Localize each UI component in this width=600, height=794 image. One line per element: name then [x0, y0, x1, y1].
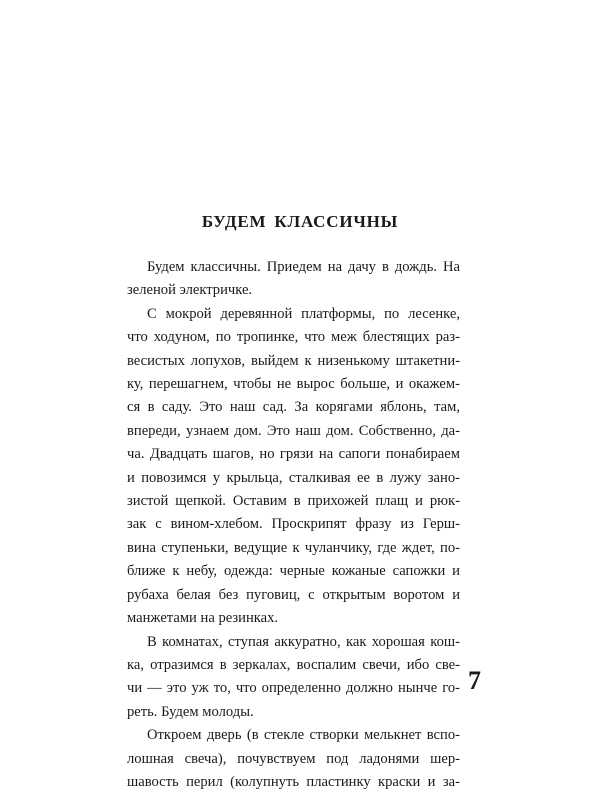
text-line: манжетами на резинках.: [127, 610, 279, 627]
text-line: зак с вином-хлебом. Проскрипят фразу из Герш-: [127, 516, 460, 533]
text-line: ка, отразимся в зеркалах, воспалим свечи, ибо све-: [127, 656, 460, 673]
text-line: ку, перешагнем, чтобы не вырос больше, и окажем-: [127, 376, 460, 393]
text-line: и повозимся у крыльца, сталкивая ее в лужу зано-: [127, 469, 460, 486]
text-line: ча. Двадцать шагов, но грязи на сапоги понабираем: [127, 446, 460, 463]
text-line: реть. Будем молоды.: [127, 703, 254, 720]
text-line: ся в саду. Это наш сад. За корягами яблонь, там,: [127, 399, 460, 416]
text-line: Откроем дверь (в стекле створки мелькнет вспо-: [147, 727, 460, 744]
text-line: С мокрой деревянной платформы, по лесенке,: [147, 305, 460, 322]
text-line: зеленой электричке.: [127, 282, 253, 299]
text-line: Будем классичны. Приедем на дачу в дождь. На: [147, 259, 460, 275]
text-line: что ходуном, по тропинке, что меж блестящих раз-: [127, 329, 460, 346]
text-line: впереди, узнаем дом. Это наш дом. Собственно, да-: [127, 422, 460, 439]
text-line: лошная свеча), почувствуем под ладонями шер-: [127, 750, 460, 767]
text-line: рубаха белая без пуговиц, с открытым воротом и: [127, 586, 460, 603]
text-line: вина ступеньки, ведущие к чуланчику, где ждет, по-: [127, 539, 460, 556]
page-number: 7: [468, 666, 481, 695]
chapter-title: БУДЕМ КЛАССИЧНЫ: [201, 212, 399, 231]
text-line: чи — это уж то, что определенно должно нынче го-: [127, 680, 460, 697]
text-line: весистых лопухов, выйдем к низенькому штакетни-: [127, 352, 460, 369]
body-text: [127, 256, 460, 794]
text-line: В комнатах, ступая аккуратно, как хорошая кош-: [147, 633, 460, 650]
text-line: зистой щепкой. Оставим в прихожей плащ и рюк-: [127, 493, 460, 510]
text-line: шавость перил (колупнуть пластинку краски и за-: [127, 773, 460, 790]
text-line: ближе к небу, одежда: черные кожаные сапожки и: [127, 563, 460, 580]
